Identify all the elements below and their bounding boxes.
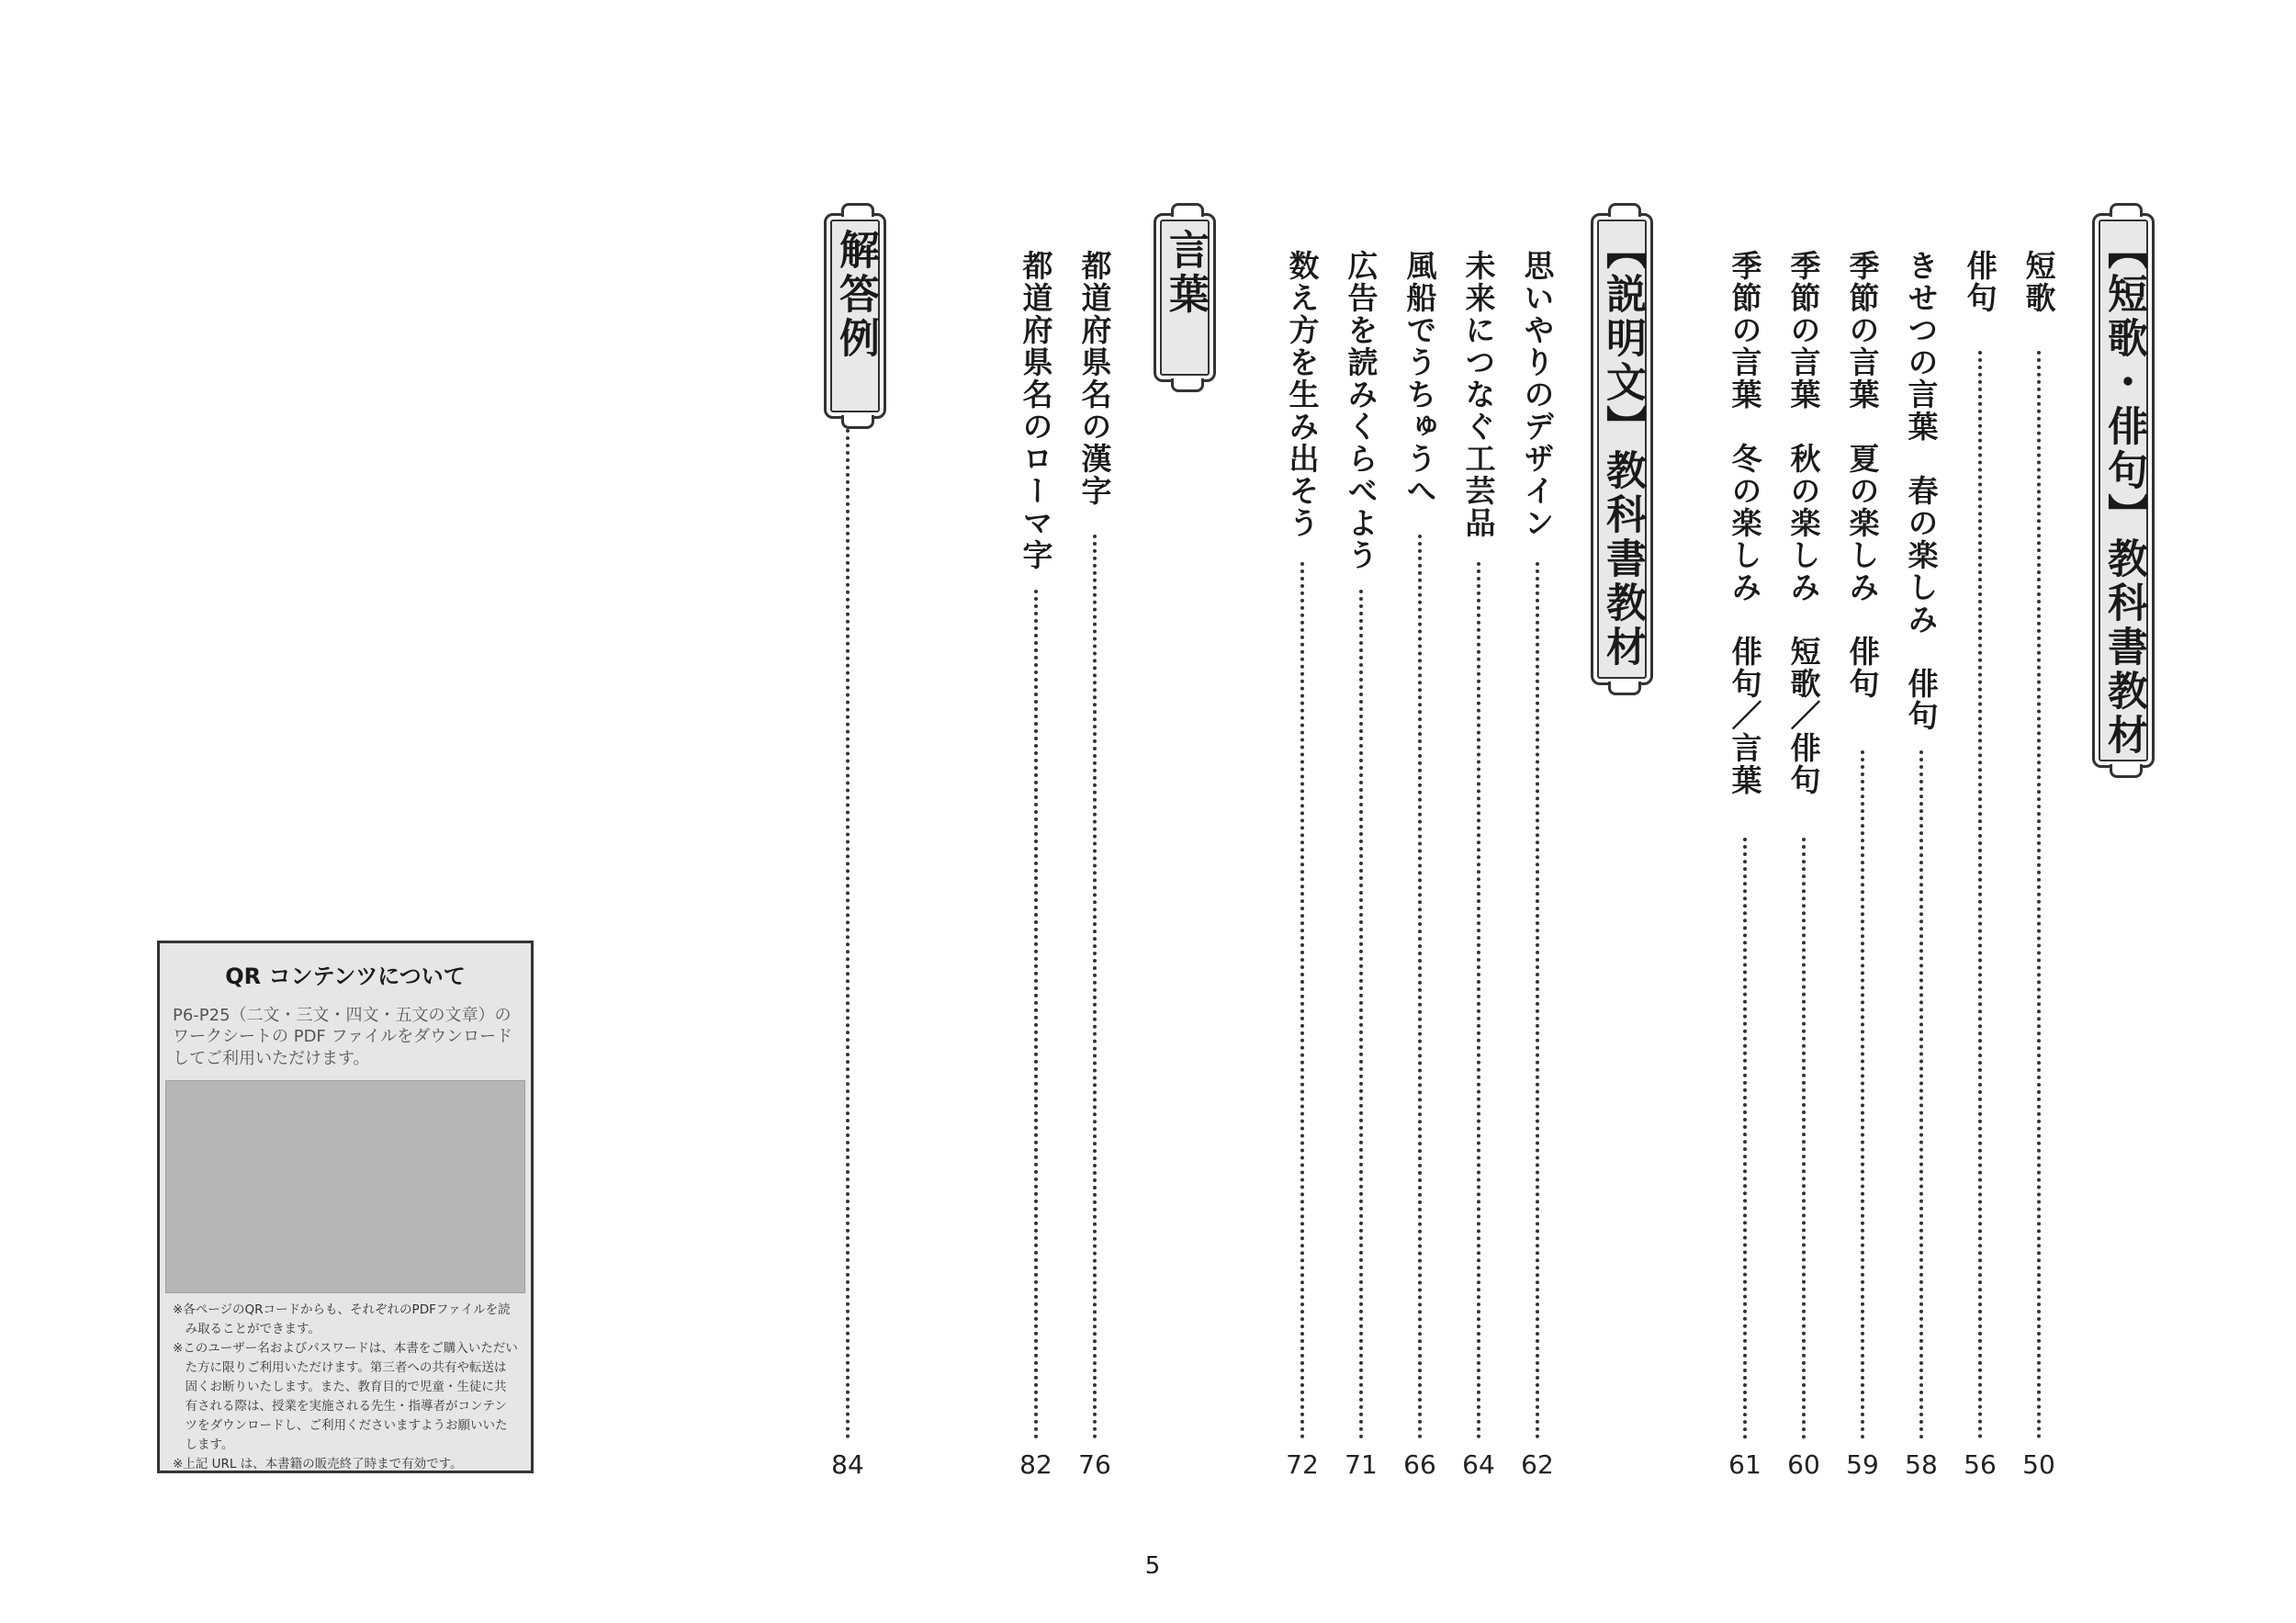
section-title: 【説明文】教科書教材 xyxy=(1599,229,1646,670)
entry-page-number: 64 xyxy=(1462,1449,1495,1480)
leader-dots xyxy=(1477,562,1480,1439)
section-title: 【短歌・俳句】教科書教材 xyxy=(2100,229,2147,758)
toc-entry[interactable] xyxy=(1012,250,1060,1439)
entry-title: 風船でうちゅうへ xyxy=(1401,250,1438,507)
entry-title: 都道府県名のローマ字 xyxy=(1018,250,1054,571)
entry-title: 未来につなぐ工芸品 xyxy=(1460,250,1497,539)
toc-entry[interactable] xyxy=(1514,250,1561,1439)
toc-entry[interactable] xyxy=(1071,250,1119,1439)
toc-entry[interactable] xyxy=(1337,250,1385,1439)
entry-title: 数え方を生み出そう xyxy=(1284,250,1321,539)
leader-dots xyxy=(1743,838,1747,1439)
leader-dots xyxy=(1418,535,1422,1439)
entry-page-number: 84 xyxy=(831,1449,864,1480)
leader-dots xyxy=(1861,750,1864,1439)
toc-entry[interactable] xyxy=(1721,250,1769,1439)
section-heading-tanka-haiku xyxy=(2092,213,2155,768)
leader-dots xyxy=(1093,535,1097,1439)
entry-title: 季節の言葉 秋の楽しみ 短歌／俳句 xyxy=(1785,250,1822,796)
entry-page-number: 56 xyxy=(1964,1449,1997,1480)
qr-note: ※このユーザー名およびパスワードは、本書をご購入いただいた方に限りご利用いただけます。第三者への共有や転送は固くお断りいたします。また、教育目的で児童・生徒に共有される際は、授業を実施される先生・指導者がコンテンツをダウンロードし、ご利用くださいますようお願いいたします。 xyxy=(173,1341,518,1452)
toc-entry[interactable] xyxy=(824,250,872,1439)
entry-title: 短歌 xyxy=(2020,250,2057,314)
qr-notes xyxy=(160,1293,531,1473)
leader-dots xyxy=(1034,590,1038,1439)
section-heading-kotoba xyxy=(1154,213,1216,382)
qr-note: ※上記 URL は、本書籍の販売終了時まで有効です。 xyxy=(173,1456,463,1471)
leader-dots xyxy=(1536,562,1539,1439)
entry-page-number: 82 xyxy=(1019,1449,1052,1480)
leader-dots xyxy=(1300,562,1304,1439)
page-number: 5 xyxy=(1144,1552,1161,1580)
leader-dots xyxy=(1802,838,1806,1439)
toc-entry[interactable] xyxy=(1897,250,1945,1439)
toc-entry[interactable] xyxy=(1455,250,1503,1439)
entry-title: 思いやりのデザイン xyxy=(1519,250,1556,539)
entry-page-number: 72 xyxy=(1286,1449,1319,1480)
entry-page-number: 62 xyxy=(1521,1449,1554,1480)
entry-title: きせつの言葉 春の楽しみ 俳句 xyxy=(1903,250,1940,732)
entry-page-number: 59 xyxy=(1846,1449,1879,1480)
qr-title: QR コンテンツについて xyxy=(225,964,466,989)
entry-page-number: 61 xyxy=(1728,1449,1761,1480)
toc-entry[interactable] xyxy=(1278,250,1326,1439)
toc-entry[interactable] xyxy=(1956,250,2004,1439)
entry-page-number: 71 xyxy=(1345,1449,1378,1480)
qr-note: ※各ページのQRコードからも、それぞれのPDFファイルを読み取ることができます。 xyxy=(173,1302,511,1337)
entry-title: 俳句 xyxy=(1962,250,1998,314)
toc-entry[interactable] xyxy=(1839,250,1886,1439)
leader-dots xyxy=(2037,351,2041,1439)
toc-entry[interactable] xyxy=(1396,250,1444,1439)
leader-dots xyxy=(1978,351,1982,1439)
qr-description: P6-P25（二文・三文・四文・五文の文章）のワークシートの PDF ファイルをダウンロードしてご利用いただけます。 xyxy=(173,1006,513,1068)
toc-entry[interactable] xyxy=(2015,250,2063,1439)
section-title: 言葉 xyxy=(1162,229,1209,317)
section-title: 解答例 xyxy=(832,229,879,361)
entry-page-number: 66 xyxy=(1403,1449,1436,1480)
qr-content-box xyxy=(157,941,534,1473)
toc-entry[interactable] xyxy=(1780,250,1828,1439)
leader-dots xyxy=(846,429,850,1439)
entry-page-number: 76 xyxy=(1078,1449,1111,1480)
entry-page-number: 60 xyxy=(1787,1449,1820,1480)
entry-page-number: 50 xyxy=(2022,1449,2055,1480)
entry-title: 都道府県名の漢字 xyxy=(1076,250,1113,507)
entry-title: 広告を読みくらべよう xyxy=(1343,250,1379,571)
entry-page-number: 58 xyxy=(1905,1449,1938,1480)
qr-code-image-placeholder[interactable] xyxy=(165,1080,525,1293)
entry-title: 季節の言葉 夏の楽しみ 俳句 xyxy=(1844,250,1881,700)
leader-dots xyxy=(1359,590,1363,1439)
leader-dots xyxy=(1919,750,1923,1439)
section-heading-setsumeibun xyxy=(1591,213,1653,685)
entry-title: 季節の言葉 冬の楽しみ 俳句／言葉 xyxy=(1727,250,1763,796)
